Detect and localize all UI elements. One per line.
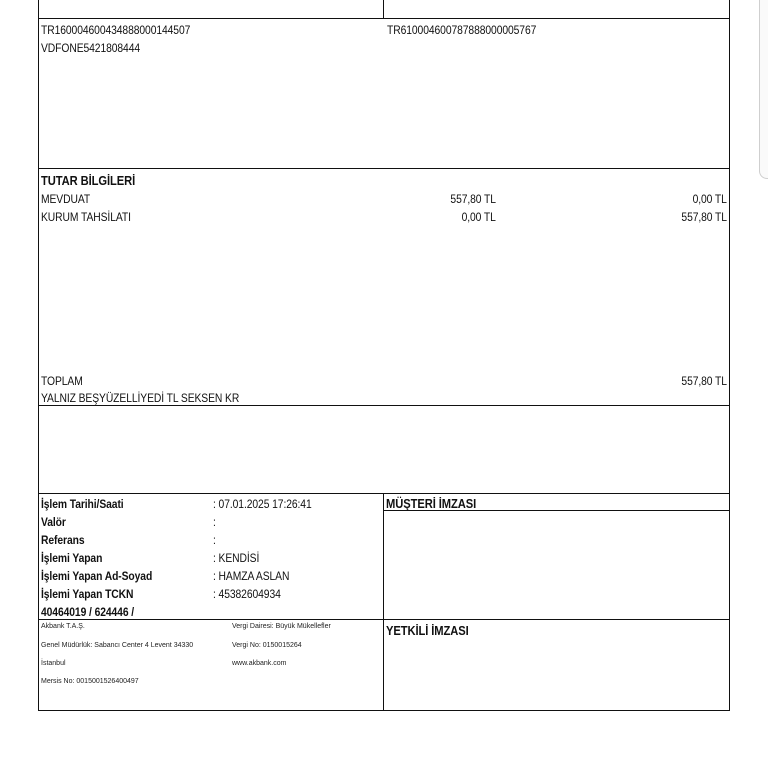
field-label-valor: Valör <box>41 515 66 529</box>
customer-signature-label: MÜŞTERİ İMZASI <box>386 496 477 511</box>
divider-signatures <box>383 493 384 711</box>
field-value-reference: : <box>213 533 216 547</box>
footer-website: www.akbank.com <box>232 660 287 667</box>
authorized-signature-label: YETKİLİ İMZASI <box>386 623 469 638</box>
field-value-name: : HAMZA ASLAN <box>213 569 290 583</box>
row-debit-kurum: 0,00 TL <box>461 210 496 224</box>
field-value-valor: : <box>213 515 216 529</box>
footer-tax-office: Vergi Dairesi: Büyük Mükellefler <box>232 623 331 630</box>
row-credit-kurum: 557,80 TL <box>681 210 727 224</box>
row-credit-mevduat: 0,00 TL <box>692 192 727 206</box>
amounts-heading: TUTAR BİLGİLERİ <box>41 173 136 188</box>
divider-accounts <box>383 0 384 19</box>
row-debit-mevduat: 557,80 TL <box>450 192 496 206</box>
sender-iban: TR160004600434888000144507 <box>41 23 191 37</box>
divider-footer <box>38 619 730 620</box>
field-label-tckn: İşlemi Yapan TCKN <box>41 587 134 601</box>
row-label-mevduat: MEVDUAT <box>41 192 91 206</box>
footer-company: Akbank T.A.Ş. <box>41 623 85 630</box>
receiver-iban: TR610004600787888000005767 <box>387 23 537 37</box>
footer-city: İstanbul <box>41 660 66 667</box>
field-label-name: İşlemi Yapan Ad-Soyad <box>41 569 153 583</box>
divider-top <box>38 18 730 19</box>
viewer-scrollbar[interactable] <box>759 0 768 179</box>
branch-code: 40464019 / 624446 / <box>41 605 135 619</box>
field-value-performer: : KENDİSİ <box>213 551 260 565</box>
total-label: TOPLAM <box>41 374 83 388</box>
footer-tax-no: Vergi No: 0150015264 <box>232 642 302 649</box>
field-value-date: : 07.01.2025 17:26:41 <box>213 497 312 511</box>
field-label-performer: İşlemi Yapan <box>41 551 103 565</box>
field-label-reference: Referans <box>41 533 85 547</box>
total-value: 557,80 TL <box>681 374 727 388</box>
row-label-kurum: KURUM TAHSİLATI <box>41 210 131 224</box>
footer-mersis: Mersis No: 0015001526400497 <box>41 678 139 685</box>
field-label-date: İşlem Tarihi/Saati <box>41 497 124 511</box>
footer-head-office: Genel Müdürlük: Sabancı Center 4 Levent 34330 <box>41 642 194 649</box>
divider-transaction <box>38 493 730 494</box>
amount-in-words: YALNIZ BEŞYÜZELLİYEDİ TL SEKSEN KR <box>41 391 240 405</box>
field-value-tckn: : 45382604934 <box>213 587 281 601</box>
receipt-frame <box>38 0 730 711</box>
divider-amounts <box>38 168 730 169</box>
divider-blank <box>38 405 730 406</box>
sender-reference: VDFONE5421808444 <box>41 41 141 55</box>
